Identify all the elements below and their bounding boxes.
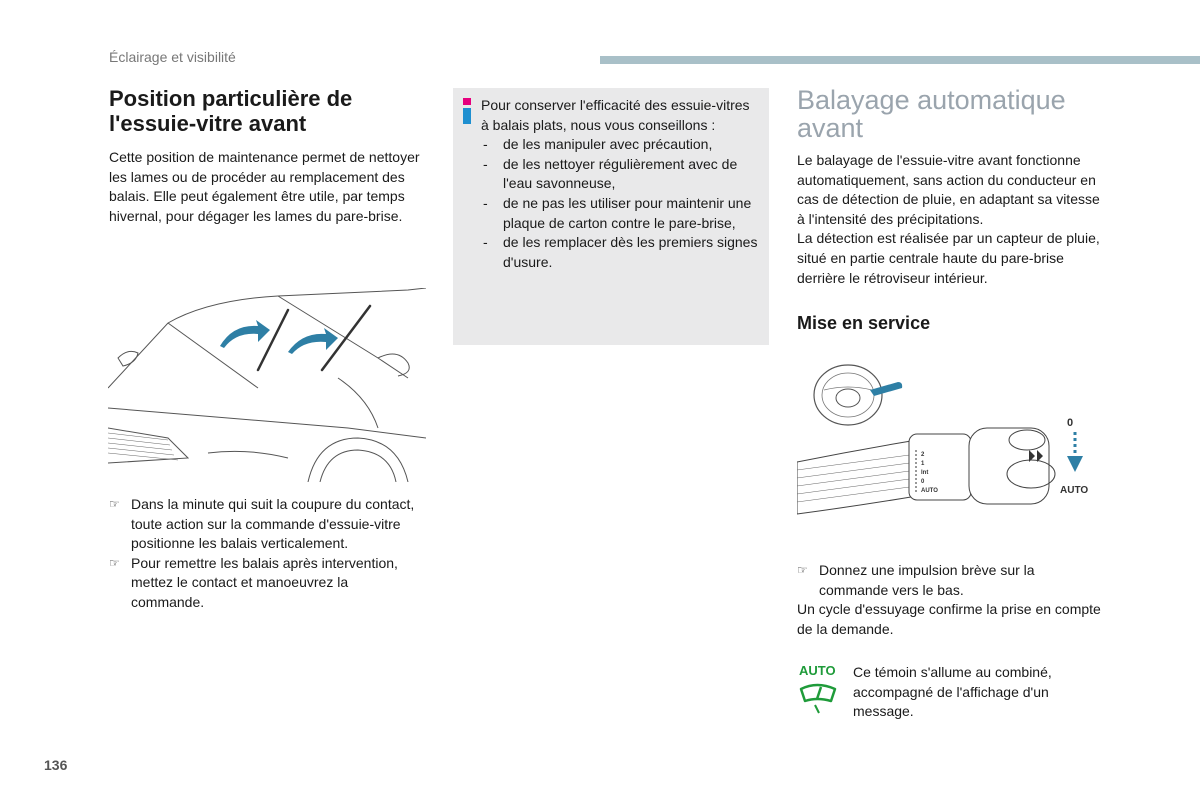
right-title: Balayage automatique avant [797, 85, 1066, 143]
info-icon [463, 98, 471, 124]
stalk-scale-0: 0 [921, 479, 925, 485]
stalk-zero-label: 0 [1067, 417, 1074, 429]
right-bullet-list [797, 561, 1107, 600]
list-item: ☞ Dans la minute qui suit la coupure du contact, toute action sur la commande d'essuie-vitre positionne les balais verticalement. [109, 496, 415, 552]
list-item: - de les remplacer dès les premiers signes d'usure. [483, 234, 758, 270]
stalk-scale-1: 1 [921, 461, 925, 467]
list-item: - de ne pas les utiliser pour maintenir une plaque de carton contre le pare-brise, [483, 194, 752, 231]
indicator-text: Ce témoin s'allume au combiné, accompagné de l'affichage d'un message. [853, 664, 1052, 720]
wiper-stalk-illustration [797, 410, 1102, 520]
info-text [481, 96, 761, 272]
list-item: - de les manipuler avec précaution, [483, 136, 713, 153]
left-title: Position particulière de l'essuie-vitre avant [109, 86, 353, 136]
right-intro-1: Le balayage de l'essuie-vitre avant fonctionne automatiquement, sans action du conducteur en cas de détection de pluie, en adaptant sa vitesse à l'intensité des précipitations. [797, 152, 1100, 227]
info-box [453, 88, 769, 345]
section-header: Éclairage et visibilité [109, 49, 236, 65]
pointing-hand-icon: ☞ [109, 497, 120, 511]
auto-wiper-indicator-icon [797, 663, 841, 715]
indicator-auto-label: AUTO [799, 663, 836, 678]
confirm-text: Un cycle d'essuyage confirme la prise en compte de la demande. [797, 601, 1101, 637]
stalk-scale-2: 2 [921, 452, 925, 458]
info-list [481, 135, 761, 272]
stalk-scale-auto: AUTO [921, 488, 938, 494]
info-intro: Pour conserver l'efficacité des essuie-vitres à balais plats, nous vous conseillons : [481, 97, 750, 133]
left-bullet-list [109, 495, 424, 613]
car-windscreen-illustration [108, 288, 426, 482]
left-intro: Cette position de maintenance permet de nettoyer les lames ou de procéder au remplacement des balais. Elle peut également être utile, par temps hivernal, pour dégager les lames du pare-brise. [109, 149, 420, 224]
right-intro-2: La détection est réalisée par un capteur de pluie, situé en partie centrale haute du pare-brise derrière le rétroviseur intérieur. [797, 230, 1100, 286]
right-intro [797, 151, 1107, 288]
page-number: 136 [44, 757, 68, 773]
stalk-auto-label: AUTO [1060, 485, 1089, 496]
list-item: - de les nettoyer régulièrement avec de l'eau savonneuse, [483, 155, 738, 192]
list-item: ☞ Pour remettre les balais après intervention, mettez le contact et manoeuvrez la commande. [109, 554, 398, 610]
stalk-scale-int: Int [921, 470, 929, 476]
list-item: ☞ Donnez une impulsion brève sur la commande vers le bas. [797, 562, 1035, 598]
pointing-hand-icon: ☞ [109, 555, 120, 570]
subtitle-activation: Mise en service [797, 313, 931, 333]
pointing-hand-icon: ☞ [797, 563, 808, 577]
header-bar [600, 56, 1200, 64]
